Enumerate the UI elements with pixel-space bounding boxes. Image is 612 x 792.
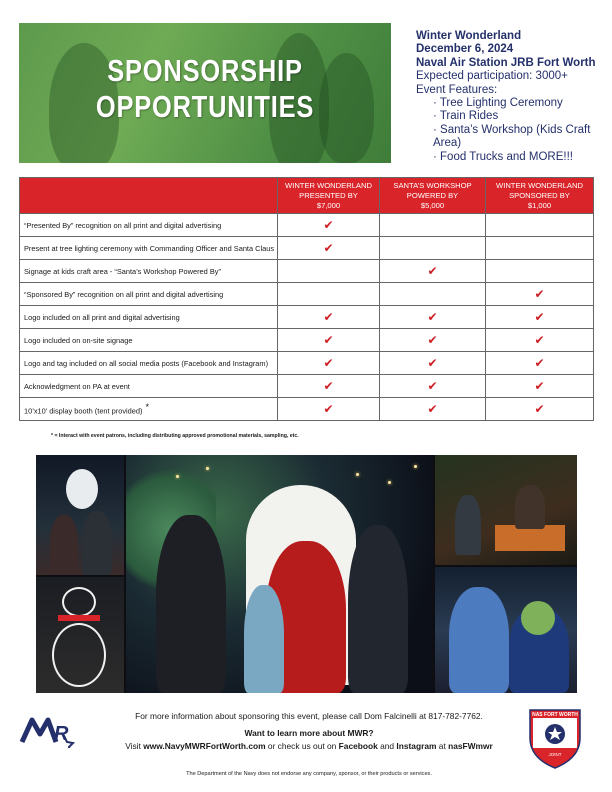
checkmark-cell [380, 352, 486, 375]
table-body [20, 214, 594, 421]
checkmark-cell [486, 329, 594, 352]
hero-title-line1: SPONSORSHIP [107, 53, 303, 88]
checkmark-cell [486, 352, 594, 375]
table-row [20, 375, 594, 398]
checkmark-icon: ✔ [323, 379, 334, 393]
checkmark-icon: ✔ [427, 402, 438, 416]
tier-type: PRESENTED BY [299, 190, 358, 200]
checkmark-cell [380, 329, 486, 352]
event-feature-item: · Train Rides [433, 110, 606, 123]
checkmark-icon: ✔ [427, 333, 438, 347]
table-row [20, 260, 594, 283]
checkmark-icon: ✔ [534, 356, 545, 370]
checkmark-icon: ✔ [323, 402, 334, 416]
string-light [388, 481, 391, 484]
event-feature-item: · Tree Lighting Ceremony [433, 97, 606, 110]
tier-price: $1,000 [527, 200, 552, 210]
svg-text:R: R [54, 723, 69, 745]
person-figure [449, 587, 509, 693]
event-location: Naval Air Station JRB Fort Worth [416, 56, 596, 69]
checkmark-cell [380, 375, 486, 398]
checkmark-icon: ✔ [427, 356, 438, 370]
snowman-mascot-figure [66, 469, 98, 509]
mwr-question: Want to learn more about MWR? [244, 728, 374, 738]
checkmark-cell [278, 375, 380, 398]
checkmark-icon: ✔ [427, 310, 438, 324]
snowman-body-lights [52, 623, 106, 687]
mwr-logo [18, 712, 84, 748]
checkmark-icon: ✔ [427, 264, 438, 278]
feature-text: Acknowledgment on PA at event [24, 381, 130, 391]
person-figure [455, 495, 481, 555]
tier-header-sponsored [486, 178, 594, 214]
tier-header-presented [278, 178, 380, 214]
feature-cell [20, 306, 278, 329]
tier-name: WINTER WONDERLAND [285, 180, 372, 190]
empty-cell [380, 283, 486, 306]
table-row [20, 352, 594, 375]
table-row [20, 398, 594, 421]
feature-cell [20, 352, 278, 375]
checkmark-cell [278, 237, 380, 260]
photo-snowman-mascot [36, 455, 124, 575]
checkmark-icon: ✔ [323, 356, 334, 370]
table-row [20, 283, 594, 306]
event-feature-item: · Food Trucks and MORE!!! [433, 151, 606, 164]
empty-cell [486, 260, 594, 283]
instagram-link[interactable]: Instagram [396, 741, 437, 751]
contact-section [114, 710, 504, 753]
checkmark-cell [486, 398, 594, 421]
social-handle[interactable]: nasFWmwr [448, 741, 493, 751]
event-name: Winter Wonderland [416, 30, 522, 42]
checkmark-cell [380, 398, 486, 421]
feature-cell [20, 329, 278, 352]
checkmark-cell [278, 306, 380, 329]
event-features-list [416, 97, 606, 164]
photo-craft-area [435, 455, 577, 565]
checkmark-cell [486, 375, 594, 398]
contact-line: For more information about sponsoring this event, please call Dom Falcinelli at 817-782-7762. [135, 711, 483, 721]
checkmark-icon: ✔ [427, 379, 438, 393]
feature-cell [20, 283, 278, 306]
tier-type: SPONSORED BY [509, 190, 570, 200]
asterisk-mark: * [145, 402, 149, 413]
checkmark-icon: ✔ [323, 218, 334, 232]
table-header-row [20, 178, 594, 214]
visit-prefix: Visit [125, 741, 144, 751]
feature-text: 10’x10’ display booth (tent provided) [24, 406, 143, 416]
hero-banner [19, 23, 391, 163]
event-feature-item: · Santa’s Workshop (Kids Craft Area) [433, 124, 606, 151]
feature-text: Logo included on all print and digital advertising [24, 312, 180, 322]
person-figure [50, 515, 78, 575]
nas-logo-bottom-text: JOINT [548, 752, 562, 757]
string-light [176, 475, 179, 478]
disclaimer: The Department of the Navy does not endorse any company, sponsor, or their products or services. [186, 771, 432, 777]
event-date: December 6, 2024 [416, 43, 514, 56]
table-row [20, 237, 594, 260]
checkmark-cell [380, 260, 486, 283]
feature-text: Present at tree lighting ceremony with Commanding Officer and Santa Claus [24, 243, 275, 253]
person-figure [348, 525, 408, 693]
nas-logo-top-text: NAS FORT WORTH [532, 712, 578, 718]
child-figure [244, 585, 284, 693]
tier-price: $5,000 [420, 200, 445, 210]
event-info [416, 30, 606, 164]
checkmark-cell [486, 283, 594, 306]
person-figure [515, 485, 545, 529]
tier-type: POWERED BY [406, 190, 459, 200]
visit-at: at [436, 741, 449, 751]
person-figure [156, 515, 226, 693]
feature-text: Logo and tag included on all social media posts (Facebook and Instagram) [24, 358, 269, 368]
checkmark-cell [278, 214, 380, 237]
checkmark-icon: ✔ [534, 379, 545, 393]
hero-title [19, 53, 391, 125]
checkmark-icon: ✔ [323, 310, 334, 324]
checkmark-icon: ✔ [534, 310, 545, 324]
checkmark-icon: ✔ [534, 402, 545, 416]
snowman-scarf [58, 615, 100, 621]
footnote: * = Interact with event patrons, including distributing approved promotional materials, sampling, etc. [51, 433, 299, 439]
nas-fort-worth-logo [528, 708, 582, 770]
photo-lit-snowman [36, 577, 124, 693]
face-paint [521, 601, 555, 635]
feature-cell [20, 260, 278, 283]
empty-cell [278, 283, 380, 306]
website-link[interactable]: www.NavyMWRFortWorth.com [143, 741, 266, 751]
feature-text: Logo included on on-site signage [24, 335, 133, 345]
feature-cell [20, 214, 278, 237]
sponsorship-table [19, 177, 594, 421]
string-light [414, 465, 417, 468]
table-header-blank [20, 178, 278, 214]
visit-line [114, 740, 504, 753]
feature-text: “Presented By” recognition on all print and digital advertising [24, 220, 222, 230]
empty-cell [380, 237, 486, 260]
visit-and: and [377, 741, 397, 751]
checkmark-cell [278, 329, 380, 352]
string-light [206, 467, 209, 470]
table-row [20, 306, 594, 329]
feature-cell [20, 398, 278, 421]
empty-cell [486, 237, 594, 260]
checkmark-cell [278, 352, 380, 375]
empty-cell [380, 214, 486, 237]
event-features-label: Event Features: [416, 83, 498, 96]
photo-collage [36, 455, 577, 693]
string-light [356, 473, 359, 476]
empty-cell [486, 214, 594, 237]
empty-cell [278, 260, 380, 283]
feature-text: Signage at kids craft area - “Santa’s Workshop Powered By” [24, 266, 221, 276]
feature-cell [20, 375, 278, 398]
photo-face-painting [435, 567, 577, 693]
checkmark-cell [486, 306, 594, 329]
checkmark-icon: ✔ [323, 333, 334, 347]
table-row [20, 329, 594, 352]
hero-title-line2: OPPORTUNITIES [95, 89, 315, 124]
photo-santa [126, 455, 433, 693]
event-participation: Expected participation: 3000+ [416, 70, 568, 83]
tier-header-powered [380, 178, 486, 214]
tier-price: $7,000 [316, 200, 341, 210]
tier-name: SANTA’S WORKSHOP [393, 180, 472, 190]
checkmark-cell [380, 306, 486, 329]
table-row [20, 214, 594, 237]
facebook-link[interactable]: Facebook [338, 741, 378, 751]
person-figure [82, 511, 112, 575]
feature-text: “Sponsored By” recognition on all print and digital advertising [24, 289, 224, 299]
feature-cell [20, 237, 278, 260]
checkmark-icon: ✔ [534, 287, 545, 301]
checkmark-icon: ✔ [534, 333, 545, 347]
snowman-head-lights [62, 587, 96, 617]
checkmark-icon: ✔ [323, 241, 334, 255]
checkmark-cell [278, 398, 380, 421]
tier-name: WINTER WONDERLAND [496, 180, 583, 190]
visit-mid: or check us out on [265, 741, 339, 751]
